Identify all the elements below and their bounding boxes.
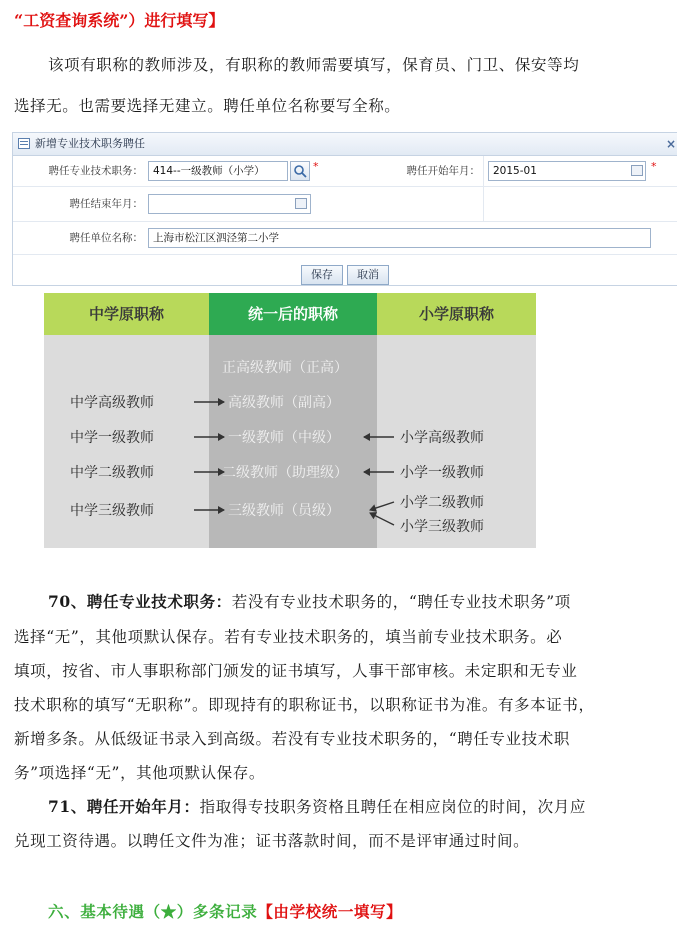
primary-school-title-2: 小学一级教师 bbox=[400, 465, 484, 481]
item-70-line-6: 务”项选择“无”，其他项默认保存。 bbox=[14, 764, 265, 782]
unified-title-2: 高级教师（副高） bbox=[228, 395, 340, 411]
section-6-heading bbox=[48, 897, 402, 927]
unified-title-4: 二级教师（助理级） bbox=[222, 465, 348, 481]
close-icon[interactable]: × bbox=[665, 137, 676, 151]
item-71-line-1 bbox=[48, 792, 586, 822]
required-star: * bbox=[313, 160, 319, 173]
middle-school-title-1: 中学高级教师 bbox=[70, 395, 154, 411]
header-unified: 统一后的职称 bbox=[209, 293, 377, 335]
end-date-label: 聘任结束年月： bbox=[69, 198, 143, 210]
section-title-tail: “工资查询系统”）进行填写】 bbox=[14, 11, 225, 30]
item-70-heading: 70、聘任专业技术职务： bbox=[48, 592, 232, 611]
primary-school-title-3: 小学二级教师 bbox=[400, 495, 484, 511]
form-row-1 bbox=[13, 156, 677, 187]
item-70-line-2: 选择“无”，其他项默认保存。若有专业技术职务的，填当前专业技术职务。必 bbox=[14, 628, 563, 646]
unified-title-3: 一级教师（中级） bbox=[228, 430, 340, 446]
search-button[interactable] bbox=[290, 161, 310, 181]
item-70-line-3: 填项，按省、市人事职称部门颁发的证书填写，人事干部审核。未定职和无专业 bbox=[14, 662, 578, 680]
calendar-icon[interactable] bbox=[631, 165, 643, 176]
cancel-button[interactable]: 取消 bbox=[347, 265, 389, 285]
middle-school-title-3: 中学二级教师 bbox=[70, 465, 154, 481]
item-71-text: 指取得专技职务资格且聘任在相应岗位的时间，次月应 bbox=[199, 798, 586, 816]
unit-name-field[interactable]: 上海市松江区泗泾第二小学 bbox=[148, 228, 651, 248]
item-70-line-1 bbox=[48, 587, 571, 617]
title-mapping-diagram bbox=[44, 293, 536, 548]
item-70-line-5: 新增多条。从低级证书录入到高级。若没有专业技术职务的，“聘任专业技术职 bbox=[14, 730, 570, 748]
middle-school-title-4: 中学三级教师 bbox=[70, 503, 154, 519]
form-title: 新增专业技术职务聘任 bbox=[35, 137, 145, 150]
middle-school-title-2: 中学一级教师 bbox=[70, 430, 154, 446]
search-icon bbox=[291, 162, 309, 180]
unit-name-label: 聘任单位名称： bbox=[69, 232, 143, 244]
job-title-field[interactable]: 414--一级教师（小学） bbox=[148, 161, 288, 181]
intro-line-2: 选择无。也需要选择无建立。聘任单位名称要写全称。 bbox=[14, 97, 401, 115]
header-primary-school: 小学原职称 bbox=[377, 293, 536, 335]
arrow-right-4 bbox=[370, 513, 394, 525]
column-divider bbox=[483, 187, 484, 221]
primary-school-title-1: 小学高级教师 bbox=[400, 430, 484, 446]
primary-school-title-4: 小学三级教师 bbox=[400, 519, 484, 535]
column-divider bbox=[483, 156, 484, 186]
item-71-line-2: 兑现工资待遇。以聘任文件为准；证书落款时间，而不是评审通过时间。 bbox=[14, 832, 530, 850]
unified-title-5: 三级教师（员级） bbox=[228, 503, 340, 519]
new-appointment-form bbox=[12, 132, 677, 286]
arrow-right-3 bbox=[370, 502, 394, 510]
item-71-heading: 71、聘任开始年月： bbox=[48, 797, 200, 816]
section-6-title: 六、基本待遇（★）多条记录 bbox=[48, 902, 258, 921]
header-middle-school: 中学原职称 bbox=[44, 293, 209, 335]
section-6-note: 【由学校统一填写】 bbox=[257, 902, 403, 921]
start-date-field[interactable]: 2015-01 bbox=[488, 161, 646, 181]
intro-line-1: 该项有职称的教师涉及，有职称的教师需要填写，保育员、门卫、保安等均 bbox=[48, 56, 580, 74]
start-date-label: 聘任开始年月： bbox=[406, 165, 480, 177]
mapping-arrows bbox=[44, 293, 536, 548]
save-button[interactable]: 保存 bbox=[301, 265, 343, 285]
required-star: * bbox=[651, 160, 657, 173]
form-header bbox=[13, 133, 677, 156]
unified-title-1: 正高级教师（正高） bbox=[222, 360, 348, 376]
item-70-line-4: 技术职称的填写“无职称”。即现持有的职称证书，以职称证书为准。有多本证书， bbox=[14, 696, 595, 714]
calendar-icon[interactable] bbox=[295, 198, 307, 209]
item-70-text: 若没有专业技术职务的，“聘任专业技术职务”项 bbox=[231, 593, 571, 611]
form-row-3 bbox=[13, 222, 677, 255]
form-icon bbox=[18, 138, 30, 149]
end-date-field[interactable] bbox=[148, 194, 311, 214]
job-title-label: 聘任专业技术职务： bbox=[48, 165, 143, 177]
form-row-2 bbox=[13, 187, 677, 222]
